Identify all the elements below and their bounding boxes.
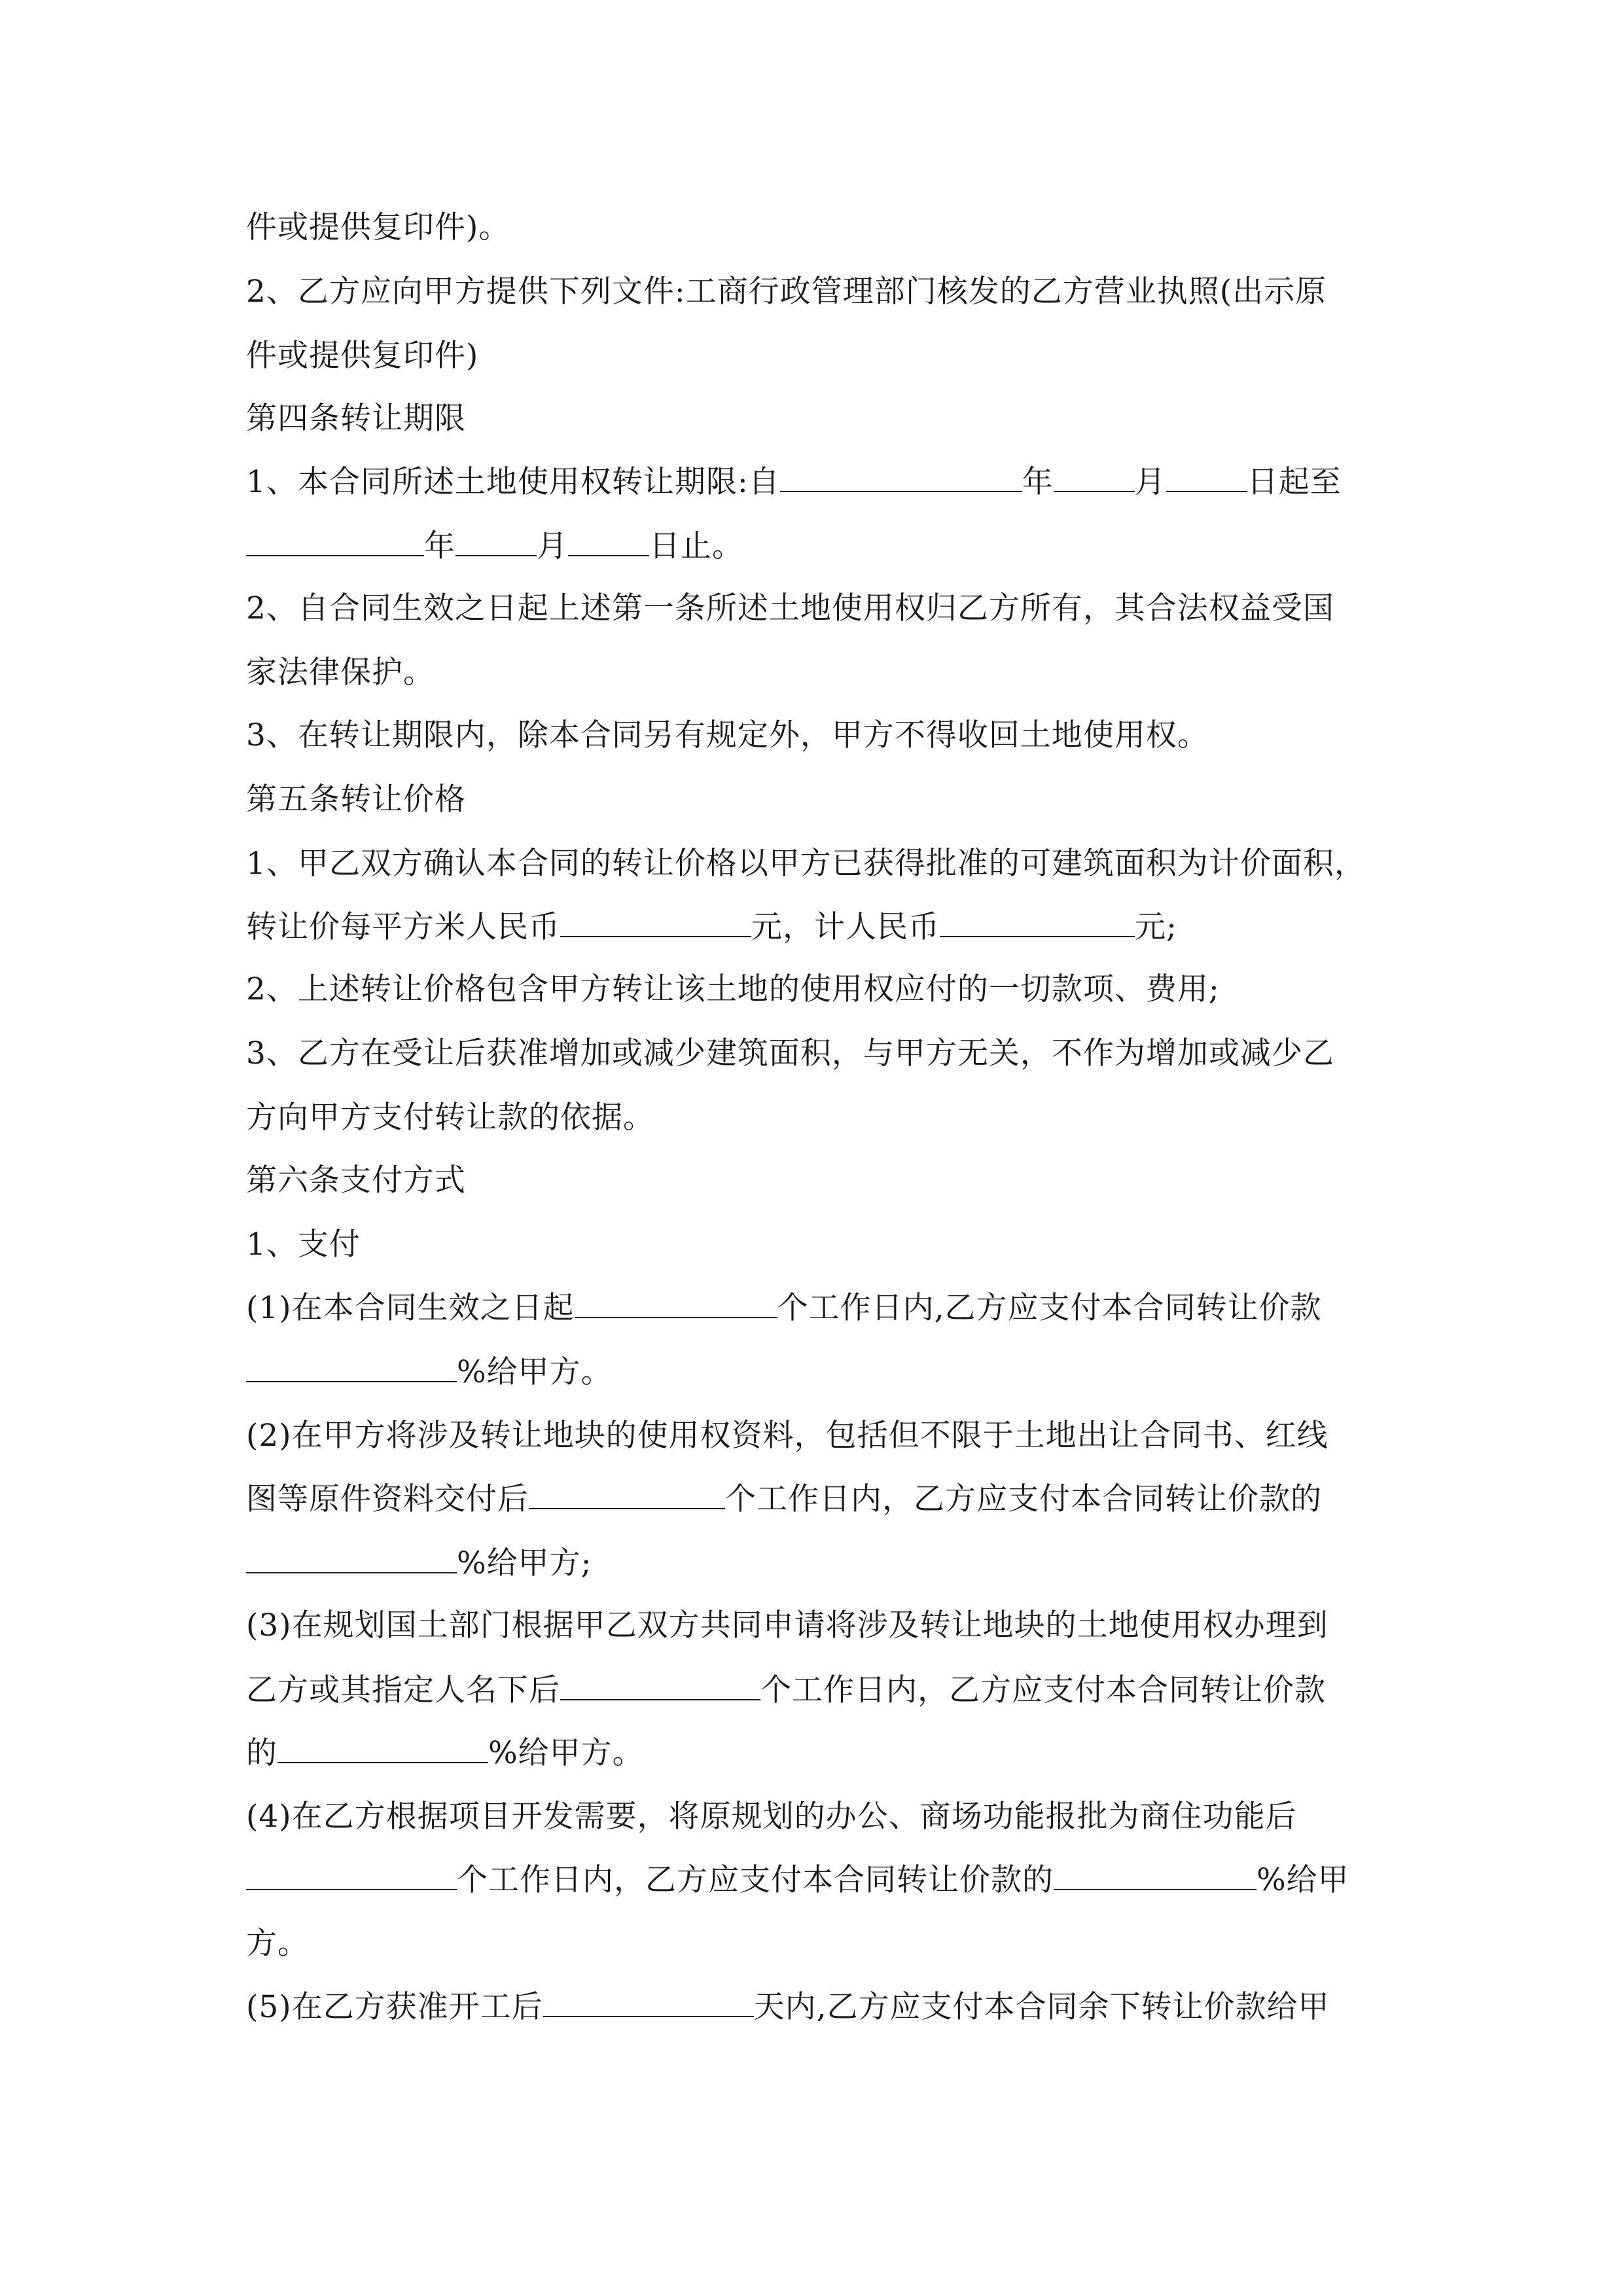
text-line xyxy=(246,1606,1329,1645)
clause-heading xyxy=(246,1161,466,1200)
fill-in-blank xyxy=(1054,462,1135,492)
text-segment: 月 xyxy=(537,528,568,564)
text-line xyxy=(246,1352,613,1391)
text-segment: 方向甲方支付转让款的依据。 xyxy=(246,1100,654,1136)
text-line xyxy=(246,1288,1322,1327)
text-line xyxy=(246,1225,361,1265)
text-segment: 家法律保护。 xyxy=(246,655,435,691)
text-segment: 个工作日内，乙方应支付本合同转让价款的 xyxy=(725,1481,1322,1517)
fill-in-blank xyxy=(529,1479,725,1509)
fill-in-blank xyxy=(277,1733,488,1763)
text-segment: 件或提供复印件) xyxy=(246,338,479,374)
fill-in-blank xyxy=(543,1987,754,2017)
text-segment: 的 xyxy=(246,1735,277,1771)
fill-in-blank xyxy=(568,526,649,556)
text-segment: 第五条转让价格 xyxy=(246,781,466,817)
text-segment: 2、自合同生效之日起上述第一条所述土地使用权归乙方所有，其合法权益受国 xyxy=(246,590,1334,626)
text-segment: (4)在乙方根据项目开发需要，将原规划的办公、商场功能报批为商住功能后 xyxy=(246,1799,1297,1835)
text-segment: (1)在本合同生效之日起 xyxy=(246,1290,575,1326)
text-line xyxy=(246,1987,1330,2026)
text-segment: %给甲方; xyxy=(457,1545,592,1581)
text-line xyxy=(246,1416,1329,1456)
text-segment: 图等原件资料交付后 xyxy=(246,1481,529,1517)
text-line xyxy=(246,1797,1297,1837)
clause-heading xyxy=(246,399,466,439)
fill-in-blank xyxy=(780,462,1022,492)
text-line xyxy=(246,589,1334,628)
text-segment: 1、支付 xyxy=(246,1227,361,1263)
text-segment: 方。 xyxy=(246,1926,309,1962)
text-segment: 2、乙方应向甲方提供下列文件:工商行政管理部门核发的乙方营业执照(出示原 xyxy=(246,274,1327,310)
text-line xyxy=(246,1733,644,1772)
text-segment: 个工作日内，乙方应支付本合同转让价款 xyxy=(760,1672,1326,1708)
text-segment: 1、甲乙双方确认本合同的转让价格以甲方已获得批准的可建筑面积为计价面积， xyxy=(246,846,1366,882)
fill-in-blank xyxy=(560,907,751,937)
text-segment: (5)在乙方获准开工后 xyxy=(246,1989,543,2025)
text-segment: (3)在规划国土部门根据甲乙双方共同申请将涉及转让地块的土地使用权办理到 xyxy=(246,1607,1329,1643)
fill-in-blank xyxy=(455,526,537,556)
text-segment: (2)在甲方将涉及转让地块的使用权资料，包括但不限于土地出让合同书、红线 xyxy=(246,1418,1329,1454)
text-line xyxy=(246,272,1327,312)
text-line xyxy=(246,716,1209,755)
text-segment: 月 xyxy=(1134,464,1166,500)
text-segment: 3、在转让期限内，除本合同另有规定外，甲方不得收回土地使用权。 xyxy=(246,717,1209,753)
text-segment: 个工作日内，乙方应支付本合同转让价款的 xyxy=(457,1862,1054,1898)
fill-in-blank xyxy=(575,1288,777,1318)
text-line xyxy=(246,907,1177,946)
text-segment: 转让价每平方米人民币 xyxy=(246,909,560,945)
text-line xyxy=(246,1098,654,1138)
text-line xyxy=(246,208,510,247)
text-segment: 第六条支付方式 xyxy=(246,1162,466,1198)
text-segment: 乙方或其指定人名下后 xyxy=(246,1672,560,1708)
text-line xyxy=(246,526,743,565)
text-line xyxy=(246,1924,309,1964)
text-line xyxy=(246,1543,592,1583)
text-segment: %给甲方。 xyxy=(457,1354,613,1390)
fill-in-blank xyxy=(1054,1860,1257,1890)
text-segment: 日起至 xyxy=(1247,464,1342,500)
text-line xyxy=(246,653,435,692)
fill-in-blank xyxy=(246,1543,457,1573)
text-line xyxy=(246,1670,1326,1710)
fill-in-blank xyxy=(246,526,424,556)
text-segment: 件或提供复印件)。 xyxy=(246,209,510,245)
text-segment: 个工作日内,乙方应支付本合同转让价款 xyxy=(777,1290,1322,1326)
text-line xyxy=(246,844,1366,884)
text-line xyxy=(246,970,1220,1009)
text-line xyxy=(246,336,478,376)
text-line xyxy=(246,1034,1334,1073)
text-segment: 3、乙方在受让后获准增加或减少建筑面积，与甲方无关，不作为增加或减少乙 xyxy=(246,1035,1334,1071)
text-segment: 日止。 xyxy=(649,528,743,564)
text-segment: 元，计人民币 xyxy=(751,909,940,945)
text-segment: 年 xyxy=(1022,464,1054,500)
text-segment: 1、本合同所述土地使用权转让期限:自 xyxy=(246,464,780,500)
fill-in-blank xyxy=(246,1352,457,1382)
text-segment: 2、上述转让价格包含甲方转让该土地的使用权应付的一切款项、费用; xyxy=(246,971,1220,1007)
fill-in-blank xyxy=(246,1860,457,1890)
text-segment: 天内,乙方应支付本合同余下转让价款给甲 xyxy=(753,1989,1330,2025)
text-segment: 第四条转让期限 xyxy=(246,401,466,437)
text-line xyxy=(246,1479,1322,1518)
fill-in-blank xyxy=(940,907,1135,937)
clause-heading xyxy=(246,780,466,819)
fill-in-blank xyxy=(1166,462,1247,492)
fill-in-blank xyxy=(560,1670,760,1700)
text-segment: 元; xyxy=(1135,909,1177,945)
text-segment: %给甲方。 xyxy=(488,1735,644,1771)
text-segment: %给甲 xyxy=(1257,1862,1349,1898)
text-line xyxy=(246,1860,1349,1899)
text-segment: 年 xyxy=(424,528,455,564)
text-line xyxy=(246,462,1342,501)
